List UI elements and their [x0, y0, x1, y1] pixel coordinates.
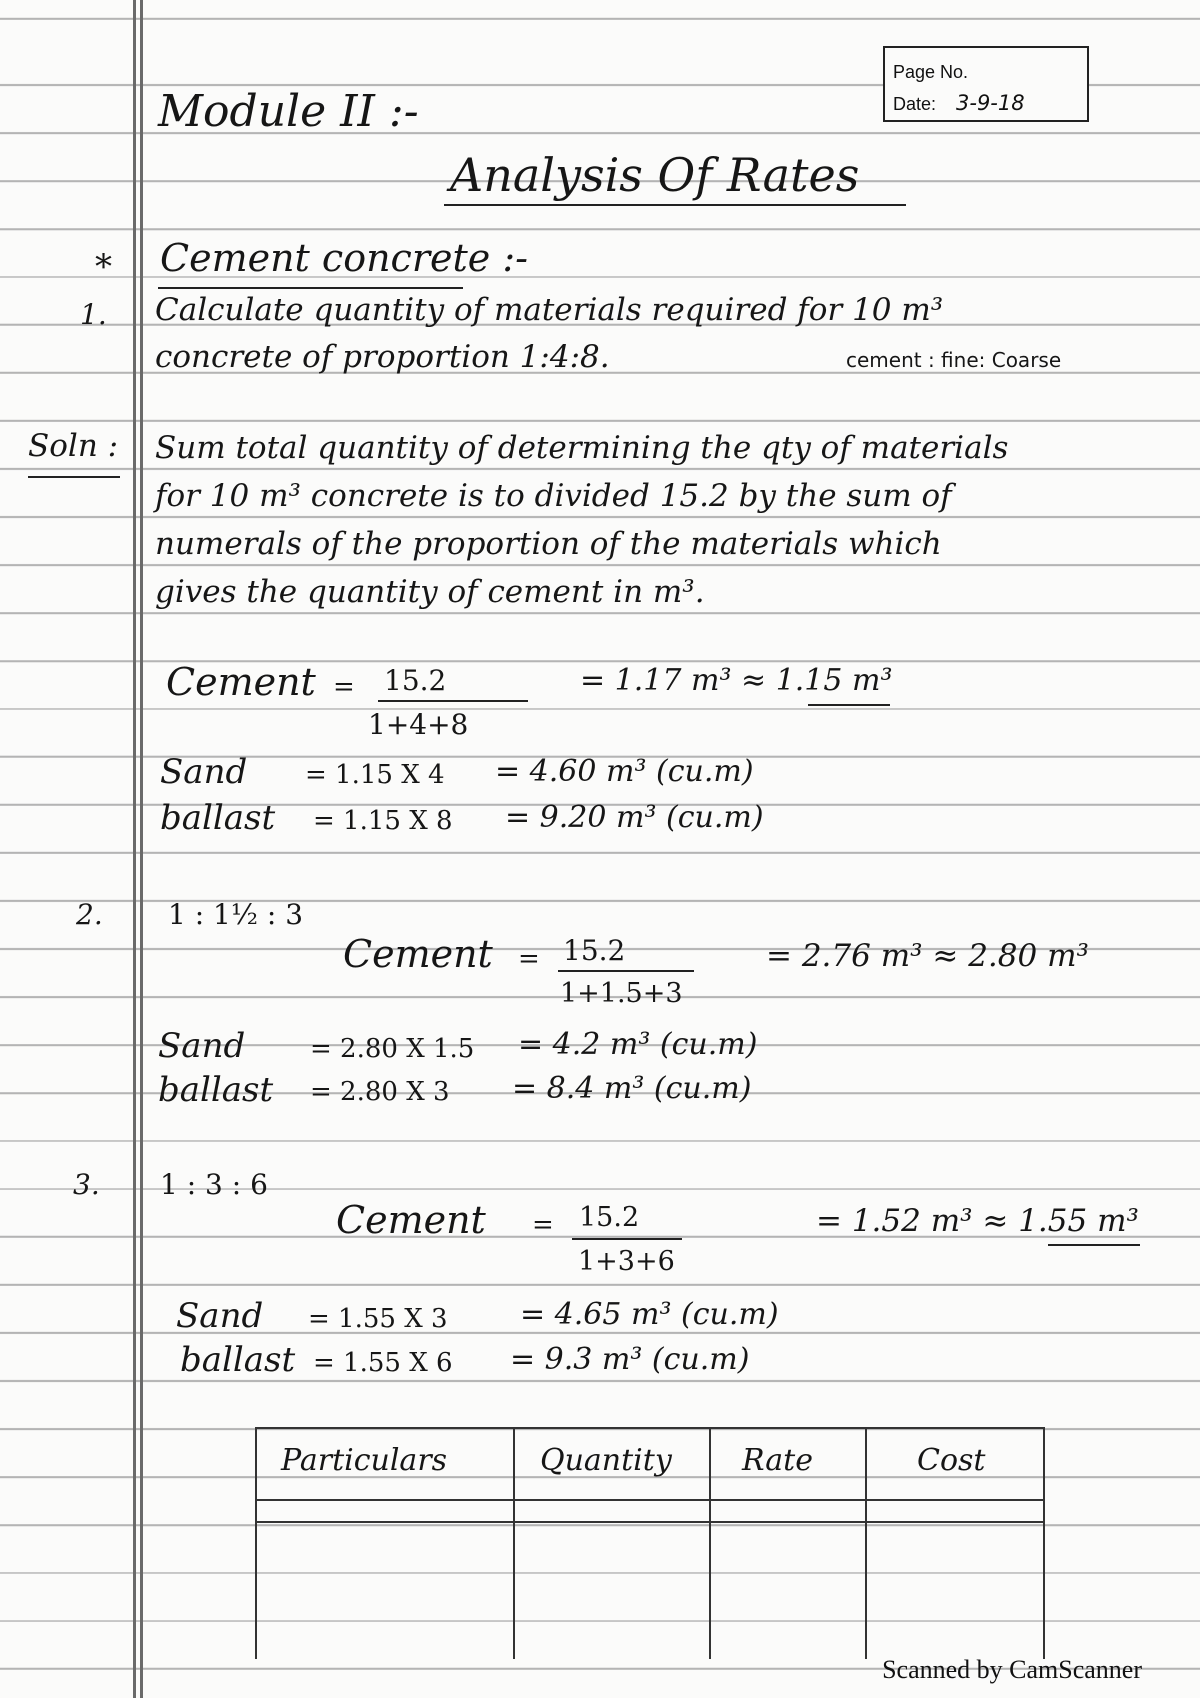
q2-num: 15.2	[563, 934, 626, 967]
q2-ballast-label: ballast	[158, 1070, 274, 1110]
q3-ballast-result: = 9.3 m³ (cu.m)	[510, 1342, 750, 1377]
q3-ballast-label: ballast	[180, 1340, 296, 1380]
calc1-fraction-bar	[378, 700, 528, 702]
margin-line-left	[133, 0, 136, 1698]
q3-den: 1+3+6	[578, 1246, 675, 1277]
q3-number: 3.	[73, 1168, 100, 1201]
scanner-watermark: Scanned by CamScanner	[882, 1655, 1142, 1684]
date-value: 3-9-18	[956, 91, 1025, 115]
q2-number: 2.	[76, 898, 103, 931]
q2-proportion: 1 : 1½ : 3	[168, 898, 304, 931]
table-row-divider	[257, 1521, 1043, 1523]
q2-sand-result: = 4.2 m³ (cu.m)	[518, 1027, 758, 1062]
calc1-ballast-label: ballast	[160, 798, 276, 838]
soln-underline	[28, 476, 120, 478]
q2-eq: =	[518, 944, 540, 974]
calc1-result-underline	[808, 704, 890, 706]
q3-fraction-bar	[572, 1238, 682, 1240]
q3-sand-expr: = 1.55 X 3	[308, 1304, 448, 1334]
q2-ballast-expr: = 2.80 X 3	[310, 1077, 450, 1107]
q3-cement-label: Cement	[336, 1198, 486, 1242]
q3-eq: =	[532, 1210, 554, 1240]
soln-line-4: gives the quantity of cement in m³.	[155, 574, 705, 610]
calc1-result: = 1.17 m³ ≈ 1.15 m³	[580, 663, 893, 698]
page-date-box	[883, 46, 1089, 122]
section-heading: Cement concrete :-	[160, 236, 528, 280]
calc1-sand-label: Sand	[160, 752, 248, 792]
q3-sand-label: Sand	[176, 1296, 264, 1336]
calc1-sand-expr: = 1.15 X 4	[305, 760, 445, 790]
section-bullet: *	[95, 247, 112, 287]
q3-sand-result: = 4.65 m³ (cu.m)	[520, 1297, 779, 1332]
table-header-cost: Cost	[917, 1443, 986, 1478]
calc1-cement-label: Cement	[166, 660, 316, 704]
q1-number: 1.	[80, 298, 107, 331]
cost-table	[255, 1427, 1045, 1659]
date-label: Date:	[893, 94, 937, 114]
soln-line-3: numerals of the proportion of the materials which	[155, 526, 942, 562]
table-header-rate: Rate	[742, 1443, 813, 1478]
q2-result: = 2.76 m³ ≈ 2.80 m³	[766, 938, 1089, 974]
q1-note: cement : fine: Coarse	[846, 348, 1062, 372]
calc1-num: 15.2	[384, 664, 447, 697]
title-underline	[444, 204, 906, 206]
module-heading: Module II :-	[158, 86, 419, 137]
table-col-divider-3	[865, 1429, 867, 1659]
q2-den: 1+1.5+3	[560, 978, 683, 1009]
page-title: Analysis Of Rates	[450, 148, 860, 202]
calc1-sand-result: = 4.60 m³ (cu.m)	[495, 754, 754, 789]
calc1-eq: =	[333, 672, 355, 702]
table-col-divider-1	[513, 1429, 515, 1659]
q2-cement-label: Cement	[343, 932, 493, 976]
q1-line2: concrete of proportion 1:4:8.	[155, 339, 610, 375]
table-header-particulars: Particulars	[281, 1443, 448, 1478]
calc1-ballast-expr: = 1.15 X 8	[313, 806, 453, 836]
margin-line-right	[140, 0, 143, 1698]
q3-num: 15.2	[579, 1202, 640, 1233]
q3-proportion: 1 : 3 : 6	[160, 1168, 268, 1201]
q2-ballast-result: = 8.4 m³ (cu.m)	[512, 1071, 752, 1106]
soln-line-2: for 10 m³ concrete is to divided 15.2 by the sum of	[155, 478, 952, 514]
table-col-divider-2	[709, 1429, 711, 1659]
soln-label: Soln :	[28, 428, 119, 464]
q2-sand-label: Sand	[158, 1026, 246, 1066]
soln-line-1: Sum total quantity of determining the qty of materials	[155, 430, 1009, 466]
q2-fraction-bar	[558, 970, 694, 972]
q3-result: = 1.52 m³ ≈ 1.55 m³	[816, 1203, 1139, 1239]
calc1-ballast-result: = 9.20 m³ (cu.m)	[505, 800, 764, 835]
q3-result-underline	[1048, 1244, 1140, 1246]
table-header-divider	[257, 1499, 1043, 1501]
q2-sand-expr: = 2.80 X 1.5	[310, 1034, 475, 1064]
page-no-label: Page No.	[893, 62, 969, 82]
calc1-den: 1+4+8	[368, 708, 469, 741]
q1-line1: Calculate quantity of materials required for 10 m³	[155, 292, 944, 328]
section-underline	[158, 287, 463, 289]
q3-ballast-expr: = 1.55 X 6	[313, 1348, 453, 1378]
table-header-quantity: Quantity	[540, 1443, 672, 1478]
